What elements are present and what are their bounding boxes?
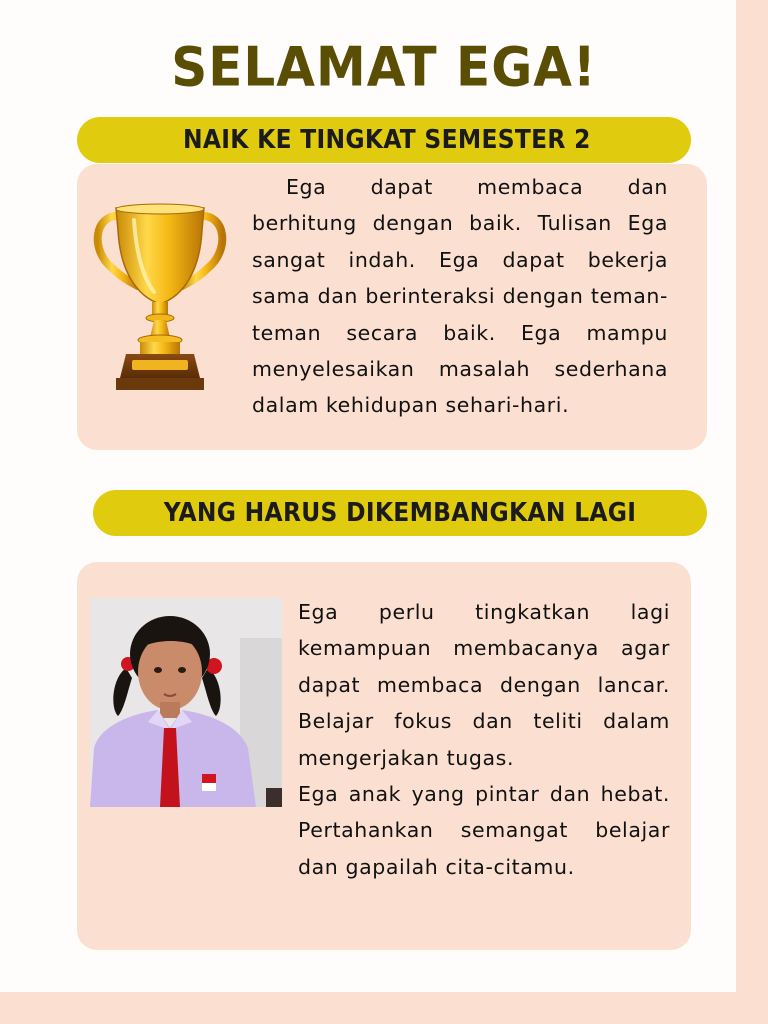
right-decorative-strip xyxy=(736,0,768,1024)
student-photo xyxy=(90,598,282,807)
bottom-decorative-strip xyxy=(0,992,768,1024)
improvement-text xyxy=(298,594,670,885)
improvement-paragraph-1: Ega perlu tingkatkan lagi kemampuan membacanya agar dapat membaca dengan lancar. Belajar fokus dan teliti dalam mengerjakan tugas. xyxy=(298,600,670,770)
improvement-paragraph-2: Ega anak yang pintar dan hebat. Pertahankan semangat belajar dan gapailah cita-citamu. xyxy=(298,782,670,879)
improvement-banner: YANG HARUS DIKEMBANGKAN LAGI xyxy=(93,490,707,536)
semester-banner: NAIK KE TINGKAT SEMESTER 2 xyxy=(77,117,691,163)
page-title: SELAMAT EGA! xyxy=(171,35,597,99)
achievement-text: Ega dapat membaca dan berhitung dengan baik. Tulisan Ega sangat indah. Ega dapat bekerja sama dan berinteraksi dengan teman-teman secara baik. Ega mampu menyelesaikan masalah sederhana dalam kehidupan sehari-hari. xyxy=(252,175,668,418)
trophy-icon xyxy=(90,200,230,396)
